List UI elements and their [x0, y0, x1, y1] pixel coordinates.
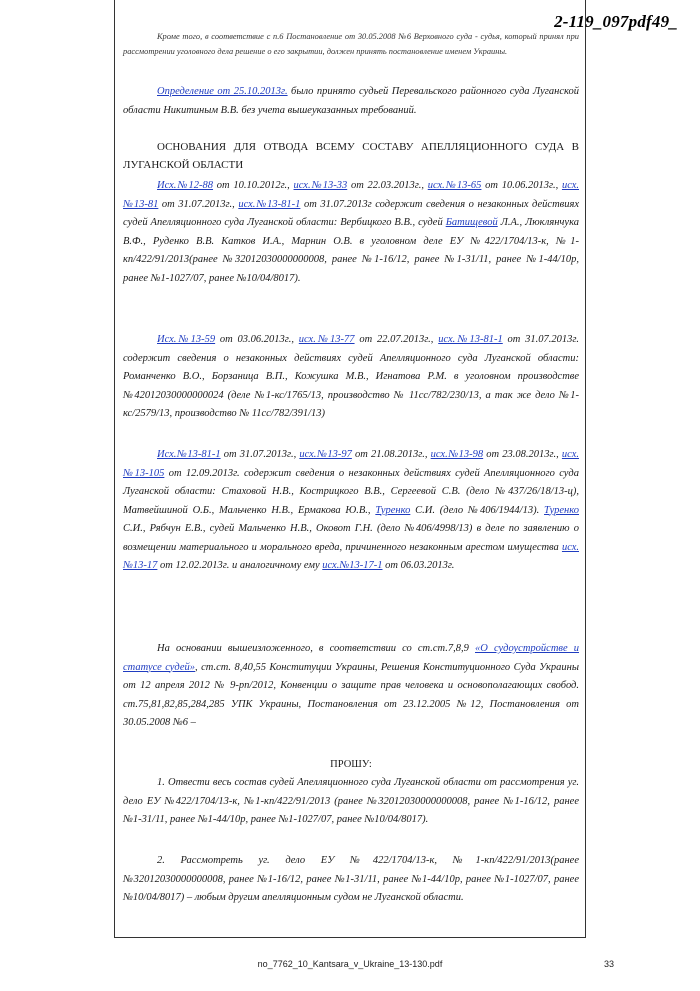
- link-determination[interactable]: Определение от 25.10.2013г.: [157, 86, 288, 97]
- text-span: от 31.07.2013г.,: [220, 449, 300, 460]
- link-ref[interactable]: исх.№13-97: [299, 449, 352, 460]
- text-span: от 03.06.2013г.,: [215, 334, 299, 345]
- link-ref[interactable]: исх.№13-17-1: [322, 560, 383, 571]
- text-span: от 31.07.2013г.,: [158, 198, 239, 210]
- link-ref[interactable]: исх.№13-81-1: [438, 334, 503, 345]
- text-span: Л.А., Люклянчука В.Ф., Руденко В.В. Катков И.А., Марнин О.В. в уголовном деле ЕУ №422/1704/13-к, №1-кп/422/91/2013(ранее №32012030000000008, ранее №1-16/12, ранее №1-31/11, ранее №1-44/10р, ранее №1-1027/07, ранее №10/04/8017).: [123, 217, 579, 284]
- paragraph-grounds-3: [123, 446, 579, 576]
- document-code: 2-119_097pdf49_: [554, 12, 678, 31]
- text-span: от 12.09.2013г. содержит сведения о незаконных действиях судей Апелляционного суда Луганской области: Стаховой Н.В., Кострицкого В.В., Сергеевой С.В. (дело №437/26/18/13-ц), Матвейшиной О.Б., Мальченко Н.В., Ермакова Ю.В.,: [123, 467, 579, 516]
- link-ref[interactable]: исх.№13-81: [123, 180, 579, 210]
- link-name[interactable]: Туренко: [375, 504, 411, 516]
- link-ref[interactable]: исх.№13-17: [123, 541, 579, 571]
- link-law[interactable]: «О судоустройстве и статусе судей»: [123, 643, 579, 673]
- text-span: от 10.06.2013г.,: [481, 180, 562, 191]
- text-span: С.И., Рябчун Е.В., судей Мальченко Н.В., Оковот Г.Н. (дело №406/4998/13) в деле по заявлению о возмещении материального и морального вреда, причиненного незаконным арестом имущества: [123, 523, 579, 553]
- text-span: от 31.07.2013г содержит сведения о незаконных действиях судей Апелляционного суда Луганской области: Вербицкого В.В., судей: [123, 198, 579, 228]
- text-span: от 12.02.2013г. и аналогичному ему: [157, 560, 323, 571]
- text-span: от 31.07.2013г. содержит сведения о незаконных действиях судей Апелляционного суда Луганской области: Романченко В.О., Борзаница В.П., Кожушка М.В., Игнатова Р.М. в уголовном производстве №42012030000000024 (деле №1-кс/1765/13, производство № 11сс/782/230/13, а так же дело №1-кс/2579/13, производство № 11сс/782/391/13): [123, 334, 579, 419]
- text-span: от 21.08.2013г.,: [351, 449, 431, 460]
- link-ref[interactable]: исх.№13-65: [427, 180, 482, 191]
- paragraph-determination: [123, 83, 579, 120]
- paragraph-intro: Кроме того, в соответствие с п.6 Постановление от 30.05.2008 №6 Верховного суда - судья, который принял при рассмотрении уголовного дела решение о его закрытии, должен принять постановление именем Украины.: [123, 32, 579, 56]
- footer-filename: no_7762_10_Kantsara_v_Ukraine_13-130.pdf: [257, 959, 443, 969]
- request-item-2: 2. Рассмотреть уг. дело ЕУ №422/1704/13-к, №1-кп/422/91/2013(ранее №32012030000000008, ранее №1-16/12, ранее №1-31/11, ранее №1-44/10р, ранее №1-1027/07, ранее №10/04/8017) – любым другим апелляционным судом не Луганской области.: [123, 855, 579, 903]
- page-number: 33: [604, 959, 615, 969]
- link-name[interactable]: Батищевой: [445, 217, 498, 228]
- request-item-1: 1. Отвести весь состав судей Апелляционного суда Луганской области от рассмотрения уг. дело ЕУ №422/1704/13-к, №1-кп/422/91/2013 (ранее №32012030000000008, ранее №1-16/12, ранее №1-31/11, ранее №1-44/10р, ранее №1-1027/07, ранее №10/04/8017).: [123, 777, 579, 825]
- link-ref[interactable]: исх.№13-81-1: [238, 198, 301, 210]
- link-ref[interactable]: Исх.№13-59: [157, 334, 216, 345]
- link-ref[interactable]: Исх.№12-88: [157, 180, 214, 191]
- request-heading: ПРОШУ:: [330, 759, 372, 770]
- text-span: от 22.03.2013г.,: [347, 180, 428, 191]
- text-span: С.И. (дело №406/1944/13).: [410, 504, 545, 516]
- link-ref[interactable]: исх.№13-77: [298, 334, 355, 345]
- link-ref[interactable]: Исх.№13-81-1: [157, 449, 221, 460]
- text-span: от 23.08.2013г.,: [483, 449, 562, 460]
- text-span: от 22.07.2013г.,: [354, 334, 439, 345]
- section-heading: ОСНОВАНИЯ ДЛЯ ОТВОДА ВСЕМУ СОСТАВУ АПЕЛЛЯЦИОННОГО СУДА В ЛУГАНСКОЙ ОБЛАСТИ: [123, 141, 579, 171]
- paragraph-determination-text: было принято судьей Перевальского районного суда Луганской области Никитиным В.В. без учета вышеуказанных требований.: [123, 86, 579, 116]
- text-span: от 06.03.2013г.: [382, 560, 455, 571]
- link-ref[interactable]: исх.№13-105: [123, 449, 579, 479]
- text-span: На основании вышеизложенного, в соответствии со ст.ст.7,8,9: [157, 643, 475, 654]
- link-name[interactable]: Туренко: [544, 504, 580, 516]
- text-span: от 10.10.2012г.,: [213, 180, 294, 191]
- text-span: , ст.ст. 8,40,55 Конституции Украины, Решения Конституционного Суда Украины от 12 апреля 2012 № 9-рп/2012, Конвенции о защите прав человека и основополагающих свобод. ст.75,81,82,85,284,285 УПК Украины, Постановления от 23.12.2005 №12, Постановления от 30.05.2008 №6 –: [123, 661, 579, 728]
- link-ref[interactable]: исх.№13-33: [293, 180, 348, 191]
- link-ref[interactable]: исх.№13-98: [430, 449, 484, 460]
- paragraph-basis: [123, 640, 579, 733]
- paragraph-grounds-1: [123, 177, 579, 288]
- paragraph-grounds-2: [123, 331, 579, 424]
